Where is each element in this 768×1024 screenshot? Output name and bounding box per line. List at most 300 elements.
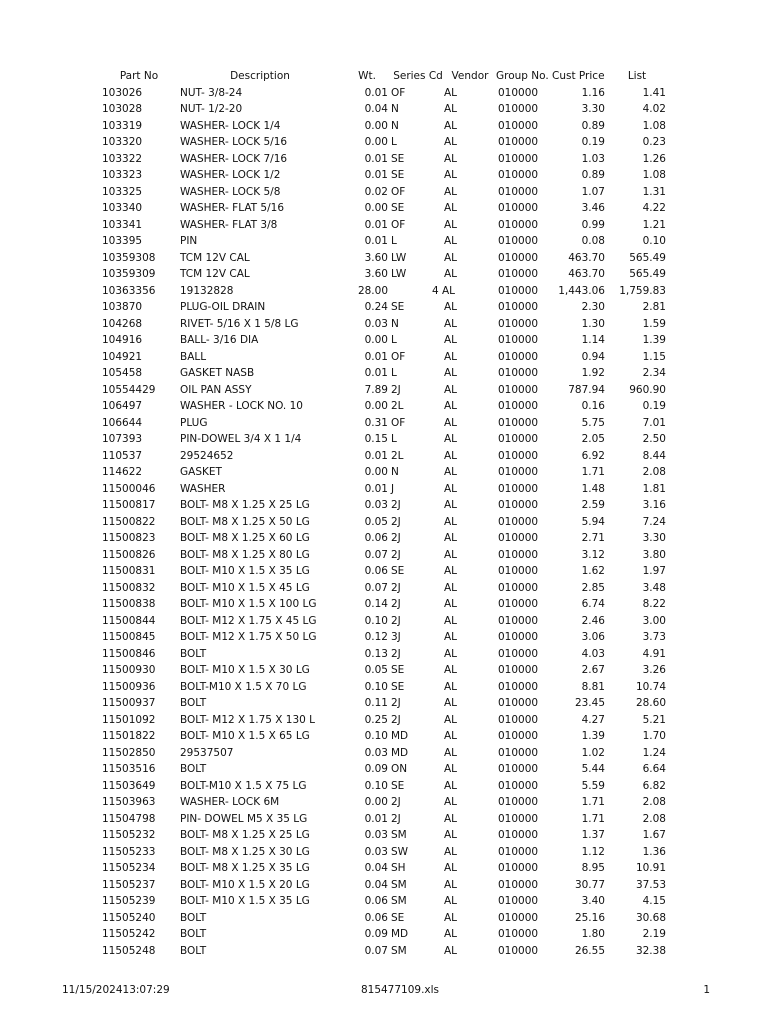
list-price-cell: 1.41 <box>642 86 666 99</box>
list-price-cell: 6.64 <box>642 763 666 775</box>
weight-cell: 0.00 <box>364 136 388 148</box>
group-no-cell: 010000 <box>498 796 539 808</box>
table-header-row <box>0 68 768 85</box>
list-price-cell: 8.22 <box>642 598 666 610</box>
group-no-cell: 010000 <box>498 911 539 924</box>
cust-price-cell: 1.02 <box>581 746 605 759</box>
series-cd-cell: 2J <box>391 383 401 396</box>
list-price-cell: 4.22 <box>642 202 666 214</box>
list-price-cell: 2.08 <box>642 466 666 478</box>
series-cd-cell: SE <box>391 680 405 693</box>
vendor-cell: AL <box>444 400 458 412</box>
weight-cell: 0.10 <box>364 614 388 627</box>
table-row <box>0 316 768 333</box>
cust-price-cell: 0.16 <box>581 400 605 412</box>
table-row <box>0 233 768 250</box>
group-no-cell: 010000 <box>498 152 539 165</box>
part-no-cell: 103341 <box>102 218 143 231</box>
vendor-cell: AL <box>444 383 458 396</box>
description-cell: WASHER- LOCK 1/4 <box>180 119 281 132</box>
cust-price-cell: 6.74 <box>581 598 605 610</box>
table-row <box>0 497 768 514</box>
vendor-cell: AL <box>444 680 458 693</box>
group-no-cell: 010000 <box>498 136 539 148</box>
group-no-cell: 010000 <box>498 631 539 643</box>
list-price-cell: 1.97 <box>642 565 666 577</box>
weight-cell: 0.01 <box>364 218 388 231</box>
vendor-cell: AL <box>444 416 458 429</box>
weight-cell: 0.01 <box>364 235 388 247</box>
part-no-cell: 106497 <box>102 400 143 412</box>
description-cell: GASKET NASB <box>180 367 255 379</box>
description-cell: BOLT- M10 X 1.5 X 35 LG <box>180 895 310 907</box>
part-no-cell: 104916 <box>102 334 143 346</box>
vendor-cell: AL <box>444 235 458 247</box>
weight-cell: 0.03 <box>364 499 388 511</box>
series-cd-cell: SM <box>391 829 407 841</box>
part-no-cell: 103325 <box>102 185 143 198</box>
part-no-cell: 11500845 <box>102 631 156 643</box>
part-no-cell: 11505232 <box>102 829 156 841</box>
table-row <box>0 695 768 712</box>
table-row <box>0 596 768 613</box>
vendor-cell: AL <box>444 928 458 940</box>
table-row <box>0 778 768 795</box>
series-cd-cell: 2J <box>391 796 401 808</box>
series-cd-cell: OF <box>391 416 406 429</box>
series-cd-cell: SE <box>391 169 405 181</box>
vendor-cell: AL <box>444 730 458 742</box>
table-row <box>0 382 768 399</box>
group-no-cell: 010000 <box>498 218 539 231</box>
table-row <box>0 860 768 877</box>
cust-price-cell: 1.39 <box>581 730 605 742</box>
part-no-cell: 107393 <box>102 433 143 445</box>
part-no-cell: 103340 <box>102 202 143 214</box>
vendor-cell: AL <box>444 152 458 165</box>
column-header-vendor: Vendor <box>451 70 489 82</box>
description-cell: WASHER - LOCK NO. 10 <box>180 400 303 412</box>
vendor-cell: AL <box>444 796 458 808</box>
cust-price-cell: 5.44 <box>581 763 605 775</box>
vendor-cell: AL <box>444 268 458 280</box>
list-price-cell: 3.16 <box>642 499 666 511</box>
vendor-cell: AL <box>444 86 458 99</box>
description-cell: WASHER- LOCK 7/16 <box>180 152 288 165</box>
weight-cell: 0.01 <box>364 812 388 825</box>
description-cell: PLUG <box>180 416 208 429</box>
table-row <box>0 662 768 679</box>
list-price-cell: 30.68 <box>635 911 666 924</box>
group-no-cell: 010000 <box>498 746 539 759</box>
list-price-cell: 1.67 <box>642 829 666 841</box>
series-cd-cell: 2J <box>391 614 401 627</box>
list-price-cell: 3.73 <box>642 631 666 643</box>
series-cd-cell: SM <box>391 878 407 891</box>
part-no-cell: 103320 <box>102 136 143 148</box>
table-row <box>0 844 768 861</box>
cust-price-cell: 26.55 <box>574 944 605 957</box>
series-cd-cell: OF <box>391 350 406 363</box>
group-no-cell: 010000 <box>498 763 539 775</box>
group-no-cell: 010000 <box>498 499 539 511</box>
cust-price-cell: 787.94 <box>568 383 605 396</box>
table-row <box>0 580 768 597</box>
table-row <box>0 299 768 316</box>
description-cell: WASHER- LOCK 1/2 <box>180 169 281 181</box>
table-row <box>0 101 768 118</box>
group-no-cell: 010000 <box>498 680 539 693</box>
table-row <box>0 547 768 564</box>
weight-cell: 0.01 <box>364 449 388 462</box>
list-price-cell: 1.31 <box>642 185 666 198</box>
cust-price-cell: 2.85 <box>581 581 605 594</box>
column-header-description: Description <box>230 70 290 82</box>
weight-cell: 0.00 <box>364 202 388 214</box>
vendor-cell: AL <box>444 746 458 759</box>
weight-cell: 0.10 <box>364 779 388 792</box>
cust-price-cell: 0.94 <box>581 350 605 363</box>
vendor-cell: AL <box>444 367 458 379</box>
group-no-cell: 010000 <box>498 548 539 561</box>
part-no-cell: 11500832 <box>102 581 156 594</box>
table-row <box>0 629 768 646</box>
description-cell: OIL PAN ASSY <box>180 383 252 396</box>
description-cell: NUT- 1/2-20 <box>180 103 243 115</box>
series-cd-cell: 2L <box>391 449 404 462</box>
description-cell: PIN- DOWEL M5 X 35 LG <box>180 812 308 825</box>
part-no-cell: 11500822 <box>102 515 156 528</box>
group-no-cell: 010000 <box>498 862 539 874</box>
description-cell: WASHER- FLAT 5/16 <box>180 202 285 214</box>
table-row <box>0 827 768 844</box>
description-cell: PIN <box>180 235 198 247</box>
list-price-cell: 2.08 <box>642 796 666 808</box>
weight-cell: 0.09 <box>364 763 388 775</box>
table-row <box>0 712 768 729</box>
cust-price-cell: 1.80 <box>581 928 605 940</box>
cust-price-cell: 1.07 <box>581 185 605 198</box>
part-no-cell: 11500831 <box>102 565 156 577</box>
list-price-cell: 4.15 <box>642 895 666 907</box>
part-no-cell: 11500826 <box>102 548 156 561</box>
weight-cell: 0.12 <box>364 631 388 643</box>
description-cell: BOLT- M10 X 1.5 X 20 LG <box>180 878 310 891</box>
footer-page-number: 1 <box>703 984 710 996</box>
table-row <box>0 398 768 415</box>
weight-cell: 0.24 <box>364 301 388 313</box>
vendor-cell: AL <box>444 548 458 561</box>
part-no-cell: 114622 <box>102 466 143 478</box>
cust-price-cell: 1.03 <box>581 152 605 165</box>
description-cell: BOLT- M12 X 1.75 X 130 L <box>180 713 316 726</box>
list-price-cell: 28.60 <box>635 697 666 709</box>
part-no-cell: 11500936 <box>102 680 156 693</box>
description-cell: WASHER- LOCK 6M <box>180 796 280 808</box>
cust-price-cell: 2.67 <box>581 664 605 676</box>
list-price-cell: 0.10 <box>642 235 666 247</box>
part-no-cell: 110537 <box>102 449 143 462</box>
list-price-cell: 3.00 <box>642 614 666 627</box>
group-no-cell: 010000 <box>498 515 539 528</box>
table-row <box>0 910 768 927</box>
group-no-cell: 010000 <box>498 416 539 429</box>
footer-timestamp: 11/15/202413:07:29 <box>62 984 170 996</box>
cust-price-cell: 1.92 <box>581 367 605 379</box>
group-no-cell: 010000 <box>498 251 539 264</box>
series-cd-cell: 2J <box>391 581 401 594</box>
table-row <box>0 349 768 366</box>
part-no-cell: 11500838 <box>102 598 156 610</box>
weight-cell: 0.03 <box>364 317 388 330</box>
vendor-cell: AL <box>444 895 458 907</box>
list-price-cell: 8.44 <box>642 449 666 462</box>
group-no-cell: 010000 <box>498 317 539 330</box>
group-no-cell: 010000 <box>498 532 539 544</box>
series-cd-cell: N <box>391 466 399 478</box>
series-cd-cell: LW <box>391 251 407 264</box>
weight-cell: 0.10 <box>364 730 388 742</box>
series-cd-cell: L <box>391 433 397 445</box>
vendor-cell: AL <box>444 878 458 891</box>
list-price-cell: 7.01 <box>642 416 666 429</box>
vendor-cell: AL <box>444 317 458 330</box>
vendor-cell: AL <box>444 251 458 264</box>
weight-cell: 0.04 <box>364 862 388 874</box>
list-price-cell: 1.59 <box>642 317 666 330</box>
vendor-cell: AL <box>444 845 458 858</box>
series-cd-cell: 2J <box>391 548 401 561</box>
vendor-cell: AL <box>444 515 458 528</box>
weight-cell: 0.01 <box>364 86 388 99</box>
group-no-cell: 010000 <box>498 86 539 99</box>
vendor-cell: AL <box>444 169 458 181</box>
part-no-cell: 103322 <box>102 152 143 165</box>
group-no-cell: 010000 <box>498 598 539 610</box>
table-row <box>0 530 768 547</box>
description-cell: BOLT- M10 X 1.5 X 100 LG <box>180 598 317 610</box>
cust-price-cell: 5.75 <box>581 416 605 429</box>
table-row <box>0 332 768 349</box>
vendor-cell: AL <box>444 433 458 445</box>
vendor-cell: AL <box>444 614 458 627</box>
list-price-cell: 0.23 <box>642 136 666 148</box>
description-cell: PLUG-OIL DRAIN <box>180 301 266 313</box>
series-cd-cell: L <box>391 136 397 148</box>
weight-cell: 0.00 <box>364 796 388 808</box>
description-cell: BOLT <box>180 697 207 709</box>
description-cell: BOLT- M8 X 1.25 X 80 LG <box>180 548 310 561</box>
group-no-cell: 010000 <box>498 664 539 676</box>
vendor-cell: AL <box>444 136 458 148</box>
table-row <box>0 415 768 432</box>
list-price-cell: 10.74 <box>635 680 666 693</box>
cust-price-cell: 1.71 <box>581 466 605 478</box>
series-cd-cell: SE <box>391 301 405 313</box>
vendor-cell: AL <box>444 829 458 841</box>
series-cd-cell: 2J <box>391 812 401 825</box>
description-cell: BOLT- M10 X 1.5 X 65 LG <box>180 730 310 742</box>
series-cd-cell: SE <box>391 565 405 577</box>
vendor-cell: AL <box>444 911 458 924</box>
vendor-cell: AL <box>444 532 458 544</box>
part-no-cell: 11500930 <box>102 664 156 676</box>
page-footer <box>0 982 768 998</box>
column-header-group-no: Group No. <box>496 70 549 82</box>
vendor-cell: AL <box>444 763 458 775</box>
group-no-cell: 010000 <box>498 647 539 660</box>
description-cell: WASHER- FLAT 3/8 <box>180 218 278 231</box>
series-cd-cell: 2J <box>391 647 401 660</box>
table-row <box>0 365 768 382</box>
cust-price-cell: 0.19 <box>581 136 605 148</box>
series-cd-cell: SH <box>391 862 406 874</box>
vendor-cell: AL <box>444 449 458 462</box>
list-price-cell: 1,759.83 <box>619 284 666 297</box>
description-cell: BOLT- M12 X 1.75 X 50 LG <box>180 631 317 643</box>
description-cell: BOLT- M10 X 1.5 X 30 LG <box>180 664 310 676</box>
description-cell: NUT- 3/8-24 <box>180 86 243 99</box>
weight-cell: 0.06 <box>364 532 388 544</box>
description-cell: BOLT <box>180 944 207 957</box>
group-no-cell: 010000 <box>498 103 539 115</box>
part-no-cell: 10359308 <box>102 251 156 264</box>
table-row <box>0 877 768 894</box>
cust-price-cell: 1.30 <box>581 317 605 330</box>
weight-cell: 0.05 <box>364 515 388 528</box>
vendor-cell: AL <box>444 565 458 577</box>
series-cd-cell: SW <box>391 845 409 858</box>
series-cd-cell: L <box>391 235 397 247</box>
description-cell: BOLT- M8 X 1.25 X 50 LG <box>180 515 310 528</box>
cust-price-cell: 3.46 <box>581 202 605 214</box>
list-price-cell: 2.19 <box>642 928 666 940</box>
description-cell: BOLT- M10 X 1.5 X 45 LG <box>180 581 310 594</box>
group-no-cell: 010000 <box>498 119 539 132</box>
series-cd-cell: N <box>391 317 399 330</box>
vendor-cell: AL <box>444 581 458 594</box>
list-price-cell: 1.08 <box>642 119 666 132</box>
group-no-cell: 010000 <box>498 268 539 280</box>
part-no-cell: 11502850 <box>102 746 156 759</box>
series-cd-cell: J <box>391 482 395 495</box>
group-no-cell: 010000 <box>498 350 539 363</box>
cust-price-cell: 0.89 <box>581 119 605 132</box>
list-price-cell: 1.36 <box>642 845 666 858</box>
cust-price-cell: 1.62 <box>581 565 605 577</box>
cust-price-cell: 30.77 <box>574 878 605 891</box>
part-no-cell: 103323 <box>102 169 143 181</box>
series-cd-cell: MD <box>391 730 409 742</box>
description-cell: BOLT- M8 X 1.25 X 35 LG <box>180 862 310 874</box>
cust-price-cell: 0.08 <box>581 235 605 247</box>
group-no-cell: 010000 <box>498 697 539 709</box>
column-header-part-no: Part No <box>119 70 159 82</box>
part-no-cell: 11503649 <box>102 779 156 792</box>
group-no-cell: 010000 <box>498 944 539 957</box>
cust-price-cell: 2.71 <box>581 532 605 544</box>
cust-price-cell: 3.06 <box>581 631 605 643</box>
weight-cell: 0.07 <box>364 944 388 957</box>
vendor-cell: AL <box>444 598 458 610</box>
part-no-cell: 11503516 <box>102 763 156 775</box>
list-price-cell: 565.49 <box>629 251 666 264</box>
weight-cell: 0.04 <box>364 103 388 115</box>
part-no-cell: 11505240 <box>102 911 156 924</box>
cust-price-cell: 1.37 <box>581 829 605 841</box>
parts-price-table <box>0 68 768 959</box>
vendor-cell: AL <box>444 812 458 825</box>
weight-cell: 7.89 <box>364 383 388 396</box>
table-row <box>0 134 768 151</box>
vendor-cell: AL <box>444 631 458 643</box>
group-no-cell: 010000 <box>498 284 539 297</box>
series-cd-cell: SE <box>391 202 405 214</box>
column-header-cust-price: Cust Price <box>552 70 605 82</box>
group-no-cell: 010000 <box>498 334 539 346</box>
cust-price-cell: 1,443.06 <box>558 284 605 297</box>
cust-price-cell: 23.45 <box>574 697 605 709</box>
vendor-cell: AL <box>444 944 458 957</box>
list-price-cell: 1.08 <box>642 169 666 181</box>
list-price-cell: 2.50 <box>642 433 666 445</box>
series-cd-cell: OF <box>391 218 406 231</box>
weight-cell: 0.04 <box>364 878 388 891</box>
cust-price-cell: 5.59 <box>581 779 605 792</box>
cust-price-cell: 1.16 <box>581 86 605 99</box>
weight-cell: 0.03 <box>364 829 388 841</box>
weight-cell: 0.02 <box>364 185 388 198</box>
part-no-cell: 11503963 <box>102 796 156 808</box>
list-price-cell: 1.26 <box>642 152 666 165</box>
list-price-cell: 5.21 <box>642 713 666 726</box>
list-price-cell: 960.90 <box>629 383 666 396</box>
cust-price-cell: 5.94 <box>581 515 605 528</box>
list-price-cell: 1.21 <box>642 218 666 231</box>
table-row <box>0 283 768 300</box>
cust-price-cell: 1.71 <box>581 796 605 808</box>
table-row <box>0 563 768 580</box>
weight-cell: 0.10 <box>364 680 388 693</box>
group-no-cell: 010000 <box>498 581 539 594</box>
cust-price-cell: 1.14 <box>581 334 605 346</box>
description-cell: BOLT <box>180 647 207 660</box>
description-cell: BOLT- M8 X 1.25 X 30 LG <box>180 845 310 858</box>
group-no-cell: 010000 <box>498 400 539 412</box>
part-no-cell: 11505242 <box>102 928 156 940</box>
series-cd-cell: SM <box>391 895 407 907</box>
cust-price-cell: 4.03 <box>581 647 605 660</box>
table-row <box>0 118 768 135</box>
series-cd-cell: SE <box>391 664 405 676</box>
description-cell: TCM 12V CAL <box>180 268 250 280</box>
series-cd-cell: SM <box>391 944 407 957</box>
table-row <box>0 85 768 102</box>
group-no-cell: 010000 <box>498 482 539 495</box>
vendor-cell: AL <box>444 334 458 346</box>
weight-cell: 0.07 <box>364 548 388 561</box>
column-header-wt: Wt. <box>358 70 376 82</box>
table-row <box>0 926 768 943</box>
weight-cell: 28.00 <box>357 284 388 297</box>
weight-cell: 3.60 <box>364 251 388 264</box>
table-row <box>0 761 768 778</box>
weight-cell: 3.60 <box>364 268 388 280</box>
series-cd-cell: OF <box>391 86 406 99</box>
cust-price-cell: 2.05 <box>581 433 605 445</box>
part-no-cell: 11500046 <box>102 482 156 495</box>
description-cell: BOLT-M10 X 1.5 X 75 LG <box>180 779 307 792</box>
